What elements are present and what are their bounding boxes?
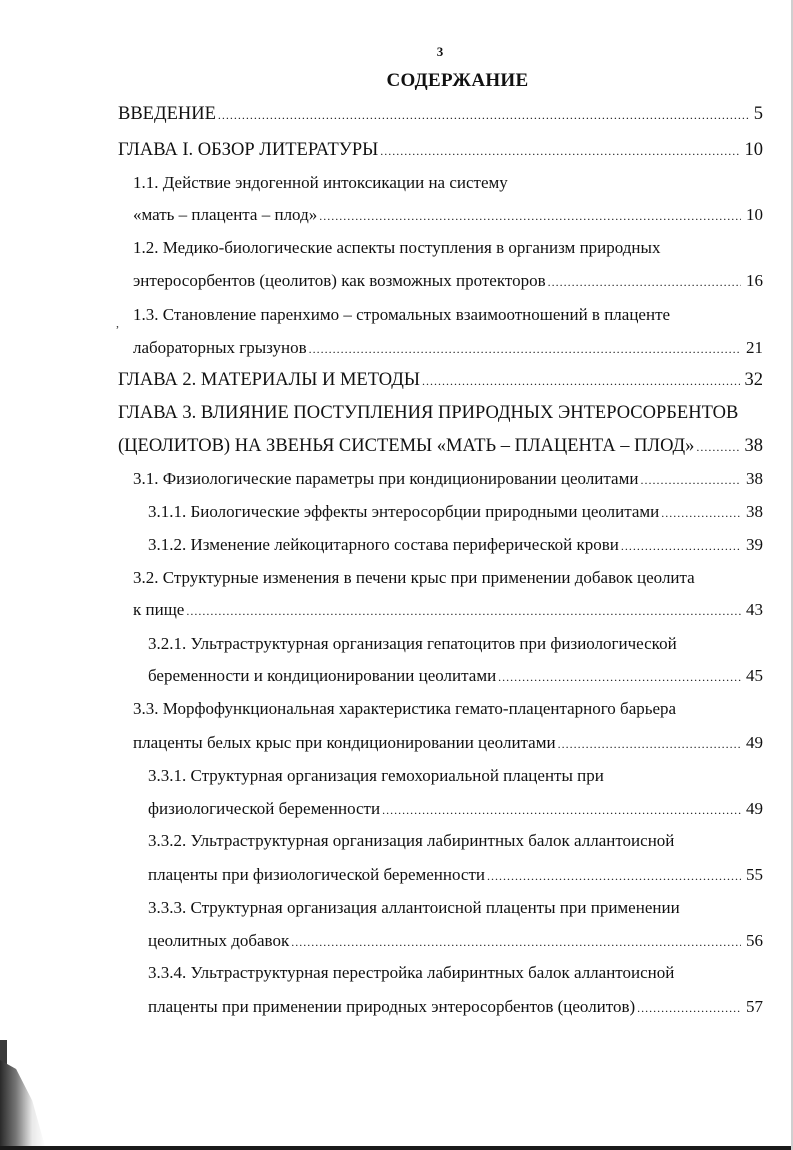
toc-entry-page: 10 [746, 205, 763, 224]
toc-entry-3-2-1-line2 [148, 664, 763, 688]
toc-entry-3-3-1-line2 [148, 797, 763, 821]
leader-dots [309, 337, 741, 361]
toc-entry-text: 3.3.2. Ультраструктурная организация лабиринтных балок аллантоисной [148, 831, 675, 850]
toc-entry-text: 3.2. Структурные изменения в печени крыс при применении добавок цеолита [133, 568, 695, 587]
toc-entry-text: 3.1.1. Биологические эффекты энтеросорбции природными цеолитами [148, 502, 660, 521]
toc-entry-1-1-line2 [133, 203, 763, 227]
toc-entry-3-3-3-line1 [148, 896, 763, 920]
toc-entry-text: ГЛАВА 2. МАТЕРИАЛЫ И МЕТОДЫ [118, 370, 420, 390]
toc-entry-text: беременности и кондиционировании цеолитами [148, 666, 497, 685]
leader-dots [382, 798, 741, 822]
leader-dots [696, 435, 739, 459]
toc-entry-text: 3.3.3. Структурная организация аллантоисной плаценты при применении [148, 898, 680, 917]
scan-artifact-bottom-edge [0, 1146, 793, 1150]
toc-entry-3-3-4-line1 [148, 961, 763, 985]
toc-entry-3-1-1 [148, 500, 763, 524]
toc-entry-text: к пище [133, 600, 185, 619]
leader-dots [218, 103, 749, 127]
toc-entry-3-3-line2 [133, 731, 763, 755]
leader-dots [380, 139, 739, 163]
leader-dots [637, 996, 741, 1020]
toc-entry-3-3-1-line1 [148, 764, 763, 788]
toc-entry-3-3-4-line2 [148, 995, 763, 1019]
toc-entry-3-2-line1 [133, 566, 763, 590]
toc-entry-text: плаценты белых крыс при кондиционировании цеолитами [133, 733, 556, 752]
toc-entry-text: ВВЕДЕНИЕ [118, 104, 216, 124]
toc-entry-page: 10 [744, 140, 763, 160]
toc-entry-page: 55 [746, 865, 763, 884]
toc-entry-text: 1.1. Действие эндогенной интоксикации на систему [133, 173, 508, 192]
toc-entry-page: 38 [746, 502, 763, 521]
toc-entry-text: 3.3.1. Структурная организация гемохориальной плаценты при [148, 766, 604, 785]
leader-dots [498, 665, 741, 689]
toc-entry-3-3-2-line1 [148, 829, 763, 853]
toc-entry-text: плаценты при физиологической беременности [148, 865, 485, 884]
toc-entry-text: 3.3.4. Ультраструктурная перестройка лабиринтных балок аллантоисной [148, 963, 675, 982]
toc-entry-1-2-line1 [133, 236, 763, 260]
toc-entry-page: 38 [744, 436, 763, 456]
toc-entry-text: «мать – плацента – плод» [133, 205, 318, 224]
toc-entry-page: 21 [746, 338, 763, 357]
toc-entry-text: 1.2. Медико-биологические аспекты поступления в организм природных [133, 238, 661, 257]
toc-entry-page: 56 [746, 931, 763, 950]
leader-dots [558, 732, 741, 756]
toc-entry-page: 45 [746, 666, 763, 685]
toc-entry-text: физиологической беременности [148, 799, 381, 818]
toc-entry-page: 43 [746, 600, 763, 619]
leader-dots [621, 534, 741, 558]
toc-entry-page: 39 [746, 535, 763, 554]
leader-dots [661, 501, 741, 525]
toc-entry-page: 38 [746, 469, 763, 488]
leader-dots [422, 369, 740, 393]
toc-entry-text: 1.3. Становление паренхимо – стромальных взаимоотношений в плаценте [133, 305, 671, 324]
toc-entry-3-3-3-line2 [148, 929, 763, 953]
toc-entry-1-1-line1 [133, 171, 763, 195]
toc-entry-3-2-line2 [133, 598, 763, 622]
toc-entry-chapter-1 [118, 138, 763, 162]
toc-entry-text: 3.2.1. Ультраструктурная организация гепатоцитов при физиологической [148, 634, 677, 653]
leader-dots [291, 930, 741, 954]
toc-entry-text: энтеросорбентов (цеолитов) как возможных протекторов [133, 271, 546, 290]
leader-dots [319, 204, 741, 228]
toc-entry-text: лабораторных грызунов [133, 338, 307, 357]
page-title: СОДЕРЖАНИЕ [386, 70, 529, 91]
toc-entry-page: 57 [746, 997, 763, 1016]
toc-entry-text: цеолитных добавок [148, 931, 290, 950]
toc-entry-page: 32 [744, 370, 763, 390]
toc-entry-chapter-3-line1 [118, 401, 763, 425]
toc-entry-3-1-2 [148, 533, 763, 557]
page-number: 3 [436, 44, 444, 59]
toc-entry-1-3-line1 [133, 303, 763, 327]
toc-entry-text: ГЛАВА I. ОБЗОР ЛИТЕРАТУРЫ [118, 140, 379, 160]
toc-entry-page: 16 [746, 271, 763, 290]
toc-entry-text: (ЦЕОЛИТОВ) НА ЗВЕНЬЯ СИСТЕМЫ «МАТЬ – ПЛАЦЕНТА – ПЛОД» [118, 436, 695, 456]
leader-dots [186, 599, 741, 623]
scan-mark: , [116, 316, 119, 330]
toc-entry-introduction [118, 102, 763, 126]
leader-dots [487, 864, 741, 888]
toc-entry-3-3-2-line2 [148, 863, 763, 887]
toc-entry-page: 49 [746, 733, 763, 752]
toc-entry-1-2-line2 [133, 269, 763, 293]
toc-entry-3-2-1-line1 [148, 632, 763, 656]
toc-entry-text: ГЛАВА 3. ВЛИЯНИЕ ПОСТУПЛЕНИЯ ПРИРОДНЫХ ЭНТЕРОСОРБЕНТОВ [118, 403, 739, 423]
leader-dots [548, 270, 741, 294]
toc-entry-text: 3.1.2. Изменение лейкоцитарного состава периферической крови [148, 535, 619, 554]
toc-entry-chapter-3-line2 [118, 434, 763, 458]
toc-entry-chapter-2 [118, 368, 763, 392]
toc-entry-3-1 [133, 467, 763, 491]
toc-entry-3-3-line1 [133, 697, 763, 721]
toc-entry-text: плаценты при применении природных энтеросорбентов (цеолитов) [148, 997, 636, 1016]
toc-entry-page: 49 [746, 799, 763, 818]
toc-entry-1-3-line2 [133, 336, 763, 360]
leader-dots [640, 468, 741, 492]
toc-entry-page: 5 [753, 104, 763, 124]
toc-entry-text: 3.3. Морфофункциональная характеристика гемато-плацентарного барьера [133, 699, 677, 718]
toc-entry-text: 3.1. Физиологические параметры при кондиционировании цеолитами [133, 469, 639, 488]
